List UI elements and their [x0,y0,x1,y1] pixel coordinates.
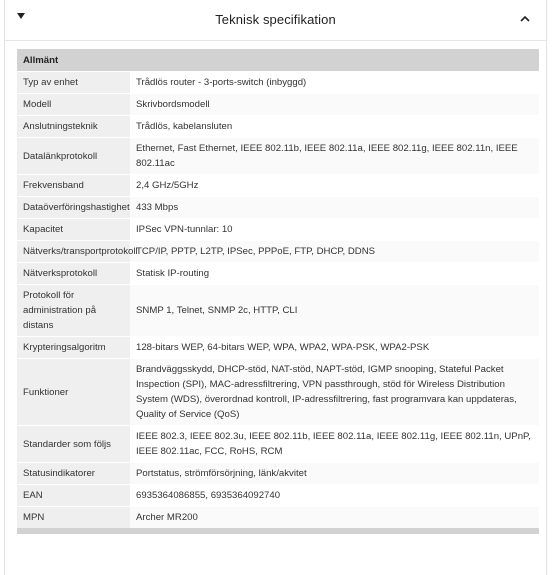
spec-key: Nätverks/transportprotokoll [17,241,130,263]
spec-key: MPN [17,507,130,529]
spec-key: Protokoll för administration på distans [17,285,130,337]
spec-value: TCP/IP, PPTP, L2TP, IPSec, PPPoE, FTP, DHCP, DDNS [130,241,539,263]
spec-row [17,116,539,138]
spec-key: Kapacitet [17,219,130,241]
spec-row [17,219,539,241]
spec-key: Anslutningsteknik [17,116,130,138]
spec-row [17,507,539,529]
spec-key: Typ av enhet [17,72,130,94]
chevron-up-icon[interactable] [520,14,530,24]
spec-row [17,72,539,94]
panel-title: Teknisk specifikation [215,12,336,27]
spec-row [17,175,539,197]
spec-key: Krypteringsalgoritm [17,337,130,359]
spec-value: SNMP 1, Telnet, SNMP 2c, HTTP, CLI [130,285,539,337]
spec-value: Archer MR200 [130,507,539,529]
spec-value: Ethernet, Fast Ethernet, IEEE 802.11b, IEEE 802.11a, IEEE 802.11g, IEEE 802.11n, IEEE 802.11ac [130,138,539,175]
spec-row [17,485,539,507]
spec-key: EAN [17,485,130,507]
spec-panel-header[interactable] [5,0,546,41]
spec-value: 6935364086855, 6935364092740 [130,485,539,507]
spec-key: Statusindikatorer [17,463,130,485]
spec-row [17,426,539,463]
spec-key: Frekvensband [17,175,130,197]
spec-row [17,94,539,116]
spec-value: 128-bitars WEP, 64-bitars WEP, WPA, WPA2, WPA-PSK, WPA2-PSK [130,337,539,359]
section-title: Allmänt [17,49,539,72]
spec-value: Skrivbordsmodell [130,94,539,116]
spec-row [17,337,539,359]
spec-key: Dataöverföringshastighet [17,197,130,219]
spec-row [17,359,539,426]
spec-value: Portstatus, strömförsörjning, länk/akvitet [130,463,539,485]
next-section-header [17,528,539,534]
section-header-row [17,49,539,72]
spec-key: Datalänkprotokoll [17,138,130,175]
spec-value: Brandväggsskydd, DHCP-stöd, NAT-stöd, NAPT-stöd, IGMP snooping, Stateful Packet Inspection (SPI), MAC-adressfiltrering, VPN passthrough, stöd för Wireless Distribution System (WDS), överordnad kontroll, IP-adressfiltrering, fast programvara kan uppdateras, Quality of Service (QoS) [130,359,539,426]
spec-value: 2,4 GHz/5GHz [130,175,539,197]
spec-row [17,263,539,285]
spec-value: IPSec VPN-tunnlar: 10 [130,219,539,241]
spec-table [17,49,539,528]
spec-value: Statisk IP-routing [130,263,539,285]
spec-row [17,285,539,337]
spec-panel [4,0,547,575]
spec-value: 433 Mbps [130,197,539,219]
spec-row [17,138,539,175]
spec-row [17,241,539,263]
spec-value: Trådlös, kabelansluten [130,116,539,138]
spec-row [17,197,539,219]
spec-key: Modell [17,94,130,116]
spec-table-wrapper [17,49,539,534]
spec-key: Standarder som följs [17,426,130,463]
spec-value: IEEE 802.3, IEEE 802.3u, IEEE 802.11b, IEEE 802.11a, IEEE 802.11g, IEEE 802.11n, UPnP, IEEE 802.11ac, FCC, RoHS, RCM [130,426,539,463]
spec-value: Trådlös router - 3-ports-switch (inbyggd) [130,72,539,94]
spec-row [17,463,539,485]
spec-key: Funktioner [17,359,130,426]
spec-key: Nätverksprotokoll [17,263,130,285]
